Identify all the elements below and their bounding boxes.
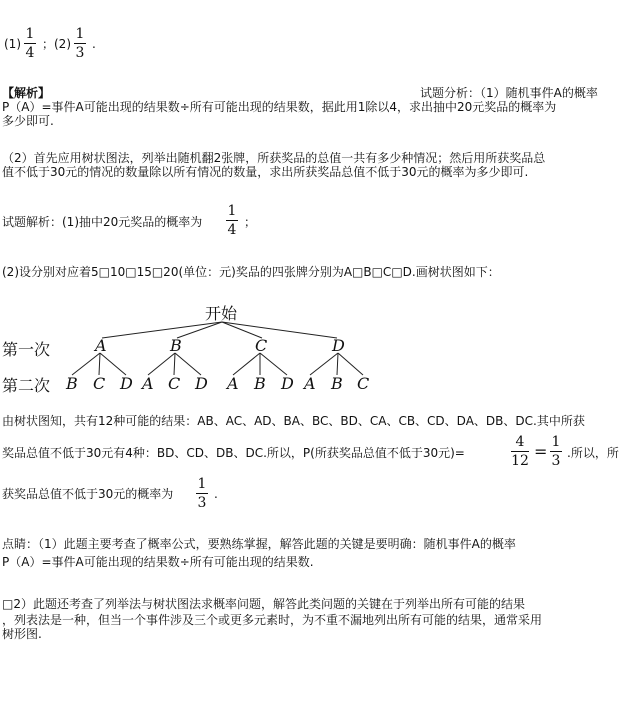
tree-node-level2: B xyxy=(254,374,266,393)
answer-part1-label: (1) xyxy=(4,37,21,51)
tree-node-level2: A xyxy=(227,374,239,393)
tree-node-level2: A xyxy=(304,374,316,393)
conclusion-fraction-4-12: 4 12 xyxy=(511,434,529,469)
tree-node-level2: D xyxy=(281,374,294,393)
tree-node-level2: D xyxy=(195,374,208,393)
analysis-line-2: 多少即可. xyxy=(2,114,54,128)
tree-row1-label: 第一次 xyxy=(2,340,51,359)
comment-line-5: 树形图. xyxy=(2,627,42,641)
answer-separator: ；(2) xyxy=(42,37,71,51)
tree-node-level1: C xyxy=(255,336,268,355)
solution-step1-end: ； xyxy=(244,215,257,229)
answer-fraction-2: 1 3 xyxy=(75,26,85,61)
conclusion-line-2a: 奖品总值不低于30元有4种：BD、CD、DB、DC.所以，P(所获奖品总值不低于30元)= xyxy=(2,446,465,460)
analysis-header-right: 试题分析：（1）随机事件A的概率 xyxy=(420,86,598,100)
comment-line-2: P（A）=事件A可能出现的结果数÷所有可能出现的结果数. xyxy=(2,555,314,569)
analysis-header: 【解析】 xyxy=(2,86,51,100)
tree-node-level2: B xyxy=(66,374,78,393)
tree-node-level2: C xyxy=(168,374,181,393)
conclusion-line-2b: .所以，所 xyxy=(567,446,619,460)
tree-node-level2: B xyxy=(331,374,343,393)
conclusion-fraction-final: 1 3 xyxy=(197,476,207,511)
tree-node-level1: A xyxy=(95,336,107,355)
answer-fraction-1: 1 4 xyxy=(25,26,35,61)
comment-line-1: 点睛：（1）此题主要考查了概率公式，要熟练掌握，解答此题的关键是要明确：随机事件A的概率 xyxy=(2,537,516,551)
tree-node-level2: C xyxy=(93,374,106,393)
comment-line-3: □2）此题还考查了列举法与树状图法求概率问题，解答此类问题的关键在于列举出所有可能的结果 xyxy=(2,597,525,611)
conclusion-line-1: 由树状图知，共有12种可能的结果：AB、AC、AD、BA、BC、BD、CA、CB、CD、DA、DB、DC.其中所获 xyxy=(2,414,585,428)
tree-node-level2: D xyxy=(120,374,133,393)
answer-end: . xyxy=(92,37,96,51)
conclusion-fraction-1-3: 1 3 xyxy=(551,434,561,469)
tree-root: 开始 xyxy=(205,304,238,323)
comment-line-4: ，列表法是一种，但当一个事件涉及三个或更多元素时，为不重不漏地列出所有可能的结果，通常采用 xyxy=(2,613,543,627)
tree-node-level1: D xyxy=(332,336,345,355)
tree-node-level2: C xyxy=(357,374,370,393)
analysis-line-1: P（A）=事件A可能出现的结果数÷所有可能出现的结果数，据此用1除以4，求出抽中20元奖品的概率为 xyxy=(2,100,557,114)
conclusion-line-3a: 获奖品总值不低于30元的概率为 xyxy=(2,487,174,501)
analysis-para2-line-2: 值不低于30元的情况的数量除以所有情况的数量，求出所获奖品总值不低于30元的概率为多少即可. xyxy=(2,165,529,179)
analysis-para2-line-1: （2）首先应用树状图法，列举出随机翻2张牌，所获奖品的总值一共有多少种情况；然后用所获奖品总 xyxy=(2,151,546,165)
solution-step2-text: (2)设分别对应着5□10□15□20(单位：元)奖品的四张牌分别为A□B□C□D.画树状图如下： xyxy=(2,265,500,279)
conclusion-line-3b: . xyxy=(214,487,218,501)
tree-node-level1: B xyxy=(170,336,182,355)
solution-fraction: 1 4 xyxy=(227,203,237,238)
solution-step1-text: 试题解析：(1)抽中20元奖品的概率为 xyxy=(2,215,203,229)
tree-row2-label: 第二次 xyxy=(2,376,51,395)
tree-node-level2: A xyxy=(142,374,154,393)
conclusion-equals: = xyxy=(534,442,548,461)
